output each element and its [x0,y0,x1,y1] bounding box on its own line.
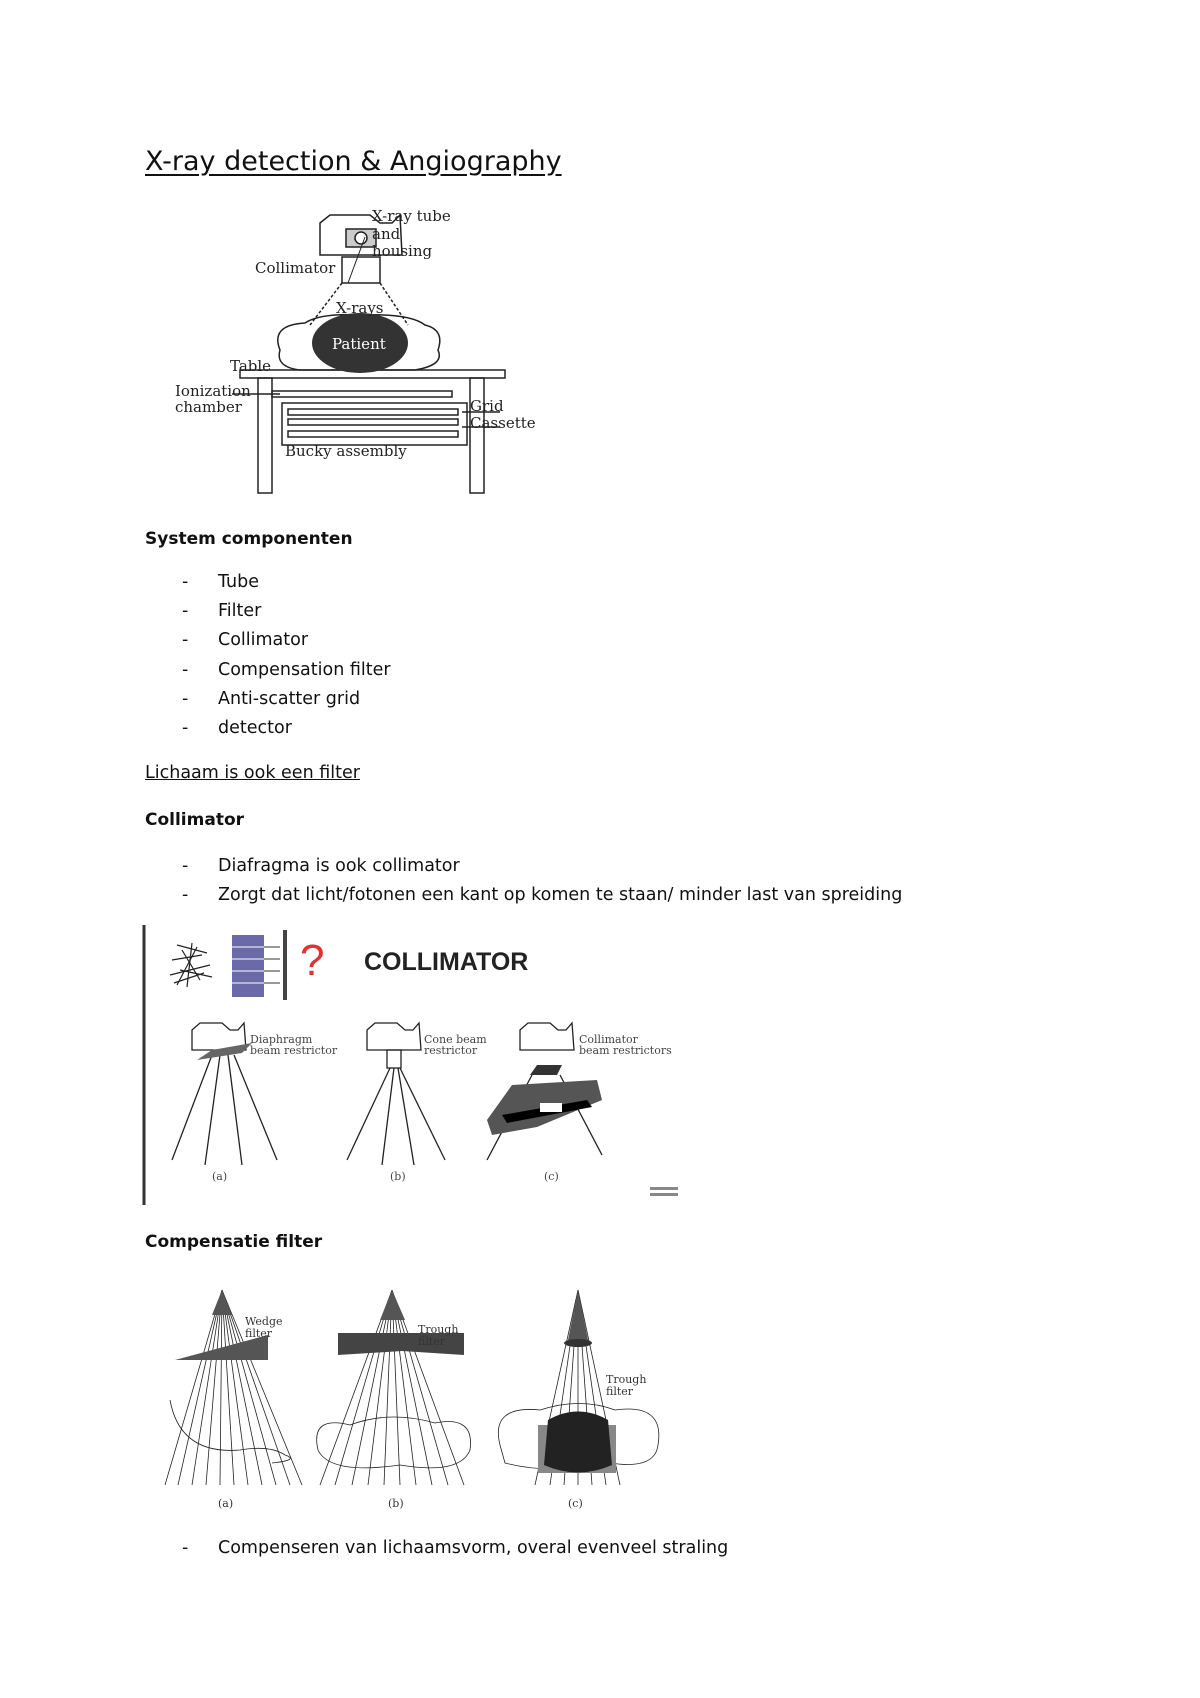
label-ionization-2: chamber [175,398,242,416]
label-b-1: Cone beam [424,1033,487,1046]
caption-b: (b) [390,1170,406,1183]
collimator-diagram [142,925,682,1210]
label-wedge-1: Wedge [245,1315,283,1328]
note-underlined: Lichaam is ook een filter [145,763,360,783]
label-bucky: Bucky assembly [285,442,407,460]
label-grid: Grid [470,397,504,415]
heading-compensatie-filter: Compensatie filter [145,1232,323,1252]
label-wedge-2: filter [245,1327,273,1340]
label-a-1: Diaphragm [250,1033,313,1046]
caption-a: (a) [212,1170,228,1183]
label-patient: Patient [332,335,386,353]
label-tube-2: and [372,225,401,243]
caption-b: (b) [388,1497,404,1510]
scatter-graphic [170,930,287,1000]
label-table: Table [230,357,272,375]
caption-c: (c) [544,1170,559,1183]
collimator-heading: COLLIMATOR [364,948,529,976]
xray-system-diagram [170,205,540,505]
label-ionization-1: Ionization [175,382,251,400]
label-b-2: restrictor [424,1044,478,1057]
caption-c: (c) [568,1497,583,1510]
label-tube-1: X-ray tube [372,207,451,225]
label-xrays: X-rays [336,299,384,317]
label-trough-b-2: filter [418,1335,446,1348]
heading-collimator: Collimator [145,810,245,830]
label-c-1: Collimator [579,1033,638,1046]
small-logo-mark [650,1187,678,1196]
heading-system-componenten: System componenten [145,529,353,549]
label-c-2: beam restrictors [579,1044,672,1057]
label-trough-c-2: filter [606,1385,634,1398]
label-trough-b-1: Trough [418,1323,459,1336]
label-cassette: Cassette [470,414,536,432]
compensation-filter-diagram [160,1285,690,1515]
label-tube-3: housing [372,242,433,260]
label-trough-c-1: Trough [606,1373,647,1386]
label-a-2: beam restrictor [250,1044,338,1057]
question-mark: ? [300,936,325,985]
label-collimator: Collimator [255,259,336,277]
caption-a: (a) [218,1497,234,1510]
page-title: X-ray detection & Angiography [145,146,562,177]
